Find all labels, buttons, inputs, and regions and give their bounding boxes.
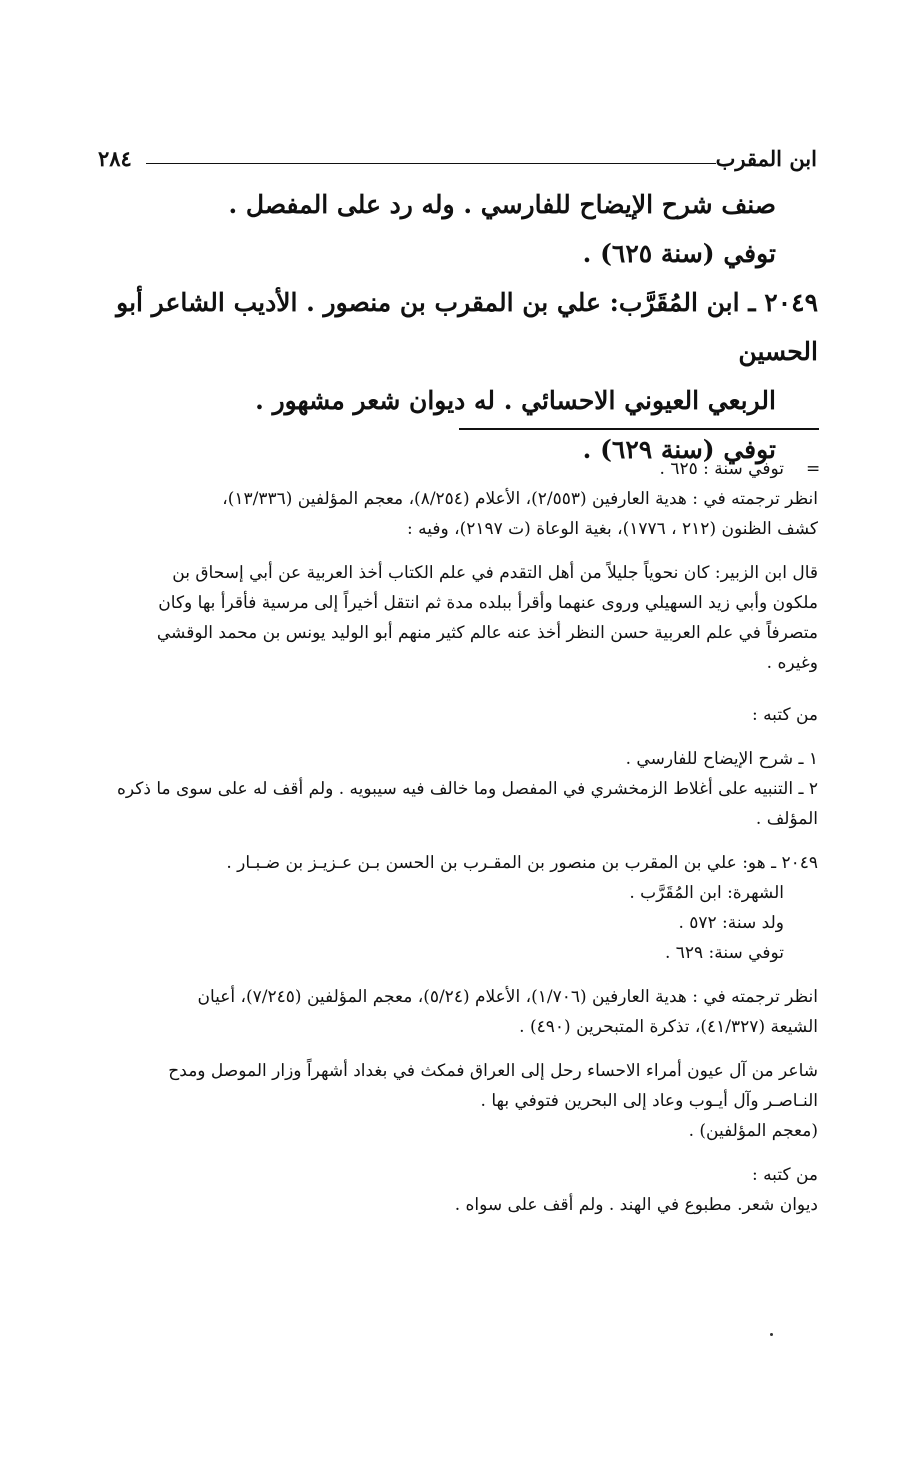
note-sources-1b: كشف الظنون (٢١٢ ، ١٧٧٦)، بغية الوعاة (ت ٢١٩٧)، وفيه :: [406, 519, 818, 539]
note-quote-b: ملكون وأبي زيد السهيلي وروى عنهما وأقرأ ببلده مدة ثم انتقل أخيراً إلى مرسية فأقرأ بها وكان: [158, 593, 818, 613]
note-diwan: ديوان شعر. مطبوع في الهند . ولم أقف على سواه .: [454, 1195, 818, 1215]
footnotes: [100, 454, 821, 1220]
note-quote-d: وغيره .: [766, 653, 818, 673]
page-number: ٢٨٤: [98, 146, 132, 171]
main-line-2: توفي (سنة ٦٢٥) .: [582, 239, 776, 268]
header-rule: [146, 163, 716, 164]
note-book-2a: ٢ ـ التنبيه على أغلاط الزمخشري في المفصل وما خالف فيه سيبويه . ولم أقف له على سوى ما ذكره: [116, 779, 818, 799]
entry-heading-line: [100, 278, 818, 376]
entry-name: ابن المُقَرَّب:: [609, 288, 740, 317]
entry-text-2: الربعي العيوني الاحسائي . له ديوان شعر مشهور .: [255, 386, 776, 415]
note-birth-year: ولد سنة: ٥٧٢ .: [678, 913, 784, 933]
note-book-1: ١ ـ شرح الإيضاح للفارسي .: [625, 749, 818, 769]
note-entry-2049: ٢٠٤٩ ـ هو: علي بن المقرب بن منصور بن المقـرب بن الحسن بـن عـزيـز بن ضـبـار .: [226, 853, 818, 873]
note-death-year-1: توفي سنة : ٦٢٥ .: [659, 459, 784, 479]
note-bio-a: شاعر من آل عيون أمراء الاحساء رحل إلى العراق فمكث في بغداد أشهراً وزار الموصل ومدح: [168, 1061, 818, 1081]
note-books-heading-2: من كتبه :: [751, 1165, 818, 1185]
ink-dot: [770, 1333, 773, 1336]
entry-text-1: علي بن المقرب بن منصور . الأديب الشاعر أبو الحسين: [116, 288, 818, 366]
note-sources-2a: انظر ترجمته في : هدية العارفين (١/٧٠٦)، الأعلام (٥/٢٤)، معجم المؤلفين (٧/٢٤٥)، أعيان: [197, 987, 818, 1007]
note-fame: الشهرة: ابن المُقَرَّب .: [629, 883, 784, 903]
note-book-2b: المؤلف .: [755, 809, 818, 829]
note-books-heading-1: من كتبه :: [751, 705, 818, 725]
note-quote-c: متصرفاً في علم العربية حسن النظر أخذ عنه عالم كثير منهم أبو الوليد يونس بن محمد الوقشي: [156, 623, 818, 643]
note-bio-b: النـاصـر وآل أيـوب وعاد إلى البحرين فتوفي بها .: [480, 1091, 818, 1111]
continuation-mark: =: [806, 459, 821, 479]
running-header-title: ابن المقرب: [715, 146, 817, 171]
note-citation: (معجم المؤلفين) .: [688, 1121, 818, 1141]
note-sources-1a: انظر ترجمته في : هدية العارفين (٢/٥٥٣)، الأعلام (٨/٢٥٤)، معجم المؤلفين (١٣/٣٣٦)،: [222, 489, 818, 509]
main-line-1: صنف شرح الإيضاح للفارسي . وله رد على المفصل .: [228, 190, 776, 219]
note-sources-2b: الشيعة (٤١/٣٢٧)، تذكرة المتبحرين (٤٩٠) .: [519, 1017, 818, 1037]
note-death-year-2: توفي سنة: ٦٢٩ .: [664, 943, 784, 963]
entry-number: ٢٠٤٩ ـ: [748, 288, 818, 317]
note-quote-a: قال ابن الزبير: كان نحوياً جليلاً من أهل التقدم في علم الكتاب أخذ العربية عن أبي إسحاق بن: [172, 563, 818, 583]
entry-text-3: توفي (سنة ٦٢٩) .: [582, 435, 776, 464]
footnote-separator: [459, 428, 819, 430]
